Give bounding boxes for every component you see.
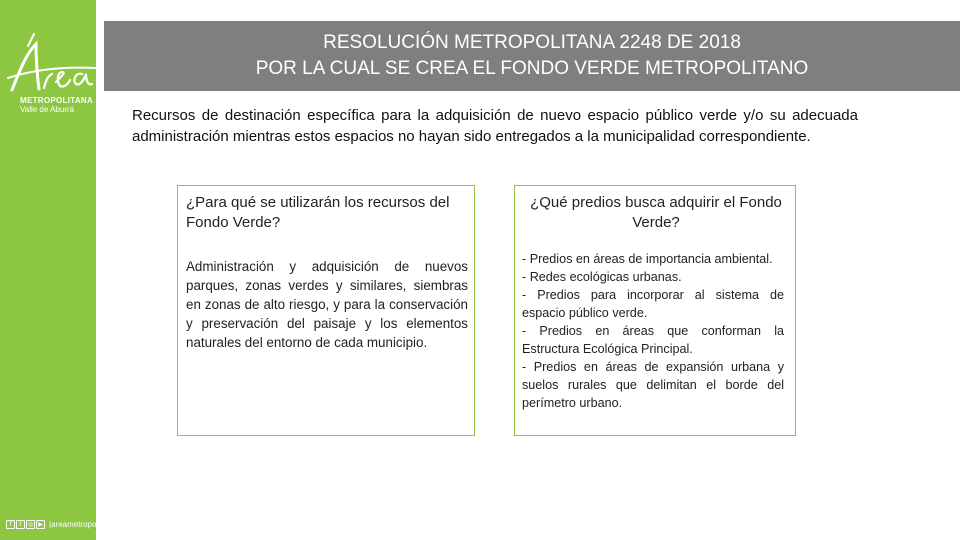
youtube-icon[interactable]: ▶ — [36, 520, 45, 529]
properties-list — [522, 250, 784, 412]
properties-question: ¿Qué predios busca adquirir el Fondo Verde? — [530, 194, 782, 231]
list-item: - Predios en áreas de importancia ambiental. — [522, 252, 773, 266]
title-line-2: POR LA CUAL SE CREA EL FONDO VERDE METROPOLITANO — [255, 58, 809, 79]
uses-box — [177, 185, 475, 436]
list-item: - Predios en áreas que conforman la Estructura Ecológica Principal. — [522, 324, 784, 356]
facebook-icon[interactable]: f — [6, 520, 15, 529]
title-banner — [104, 21, 960, 91]
properties-box — [514, 185, 796, 436]
uses-question: ¿Para qué se utilizarán los recursos del Fondo Verde? — [186, 194, 450, 231]
social-handle[interactable]: |areametropo — [49, 520, 97, 529]
logo-text-line2: Valle de Aburrá — [20, 105, 75, 114]
list-item: - Predios para incorporar al sistema de espacio público verde. — [522, 288, 784, 320]
uses-answer: Administración y adquisición de nuevos parques, zonas verdes y similares, siembras en zonas de alto riesgo, y para la conservación y preservación del paisaje y los elementos naturales del entorno de cada municipio. — [186, 259, 468, 350]
list-item: - Redes ecológicas urbanas. — [522, 270, 682, 284]
sidebar — [0, 0, 96, 540]
social-links — [6, 520, 96, 529]
intro-paragraph: Recursos de destinación específica para la adquisición de nuevo espacio público verde y/o su adecuada administración mientras estos espacios no hayan sido entregados a la municipalidad correspondiente. — [132, 107, 858, 145]
twitter-icon[interactable]: t — [16, 520, 25, 529]
title-line-1: RESOLUCIÓN METROPOLITANA 2248 DE 2018 — [323, 32, 741, 53]
instagram-icon[interactable]: ◎ — [27, 521, 34, 528]
logo-text-line1: METROPOLITANA — [20, 96, 94, 105]
logo-mark — [6, 32, 96, 94]
list-item: - Predios en áreas de expansión urbana y suelos rurales que delimitan el borde del perímetro urbano. — [522, 360, 784, 410]
